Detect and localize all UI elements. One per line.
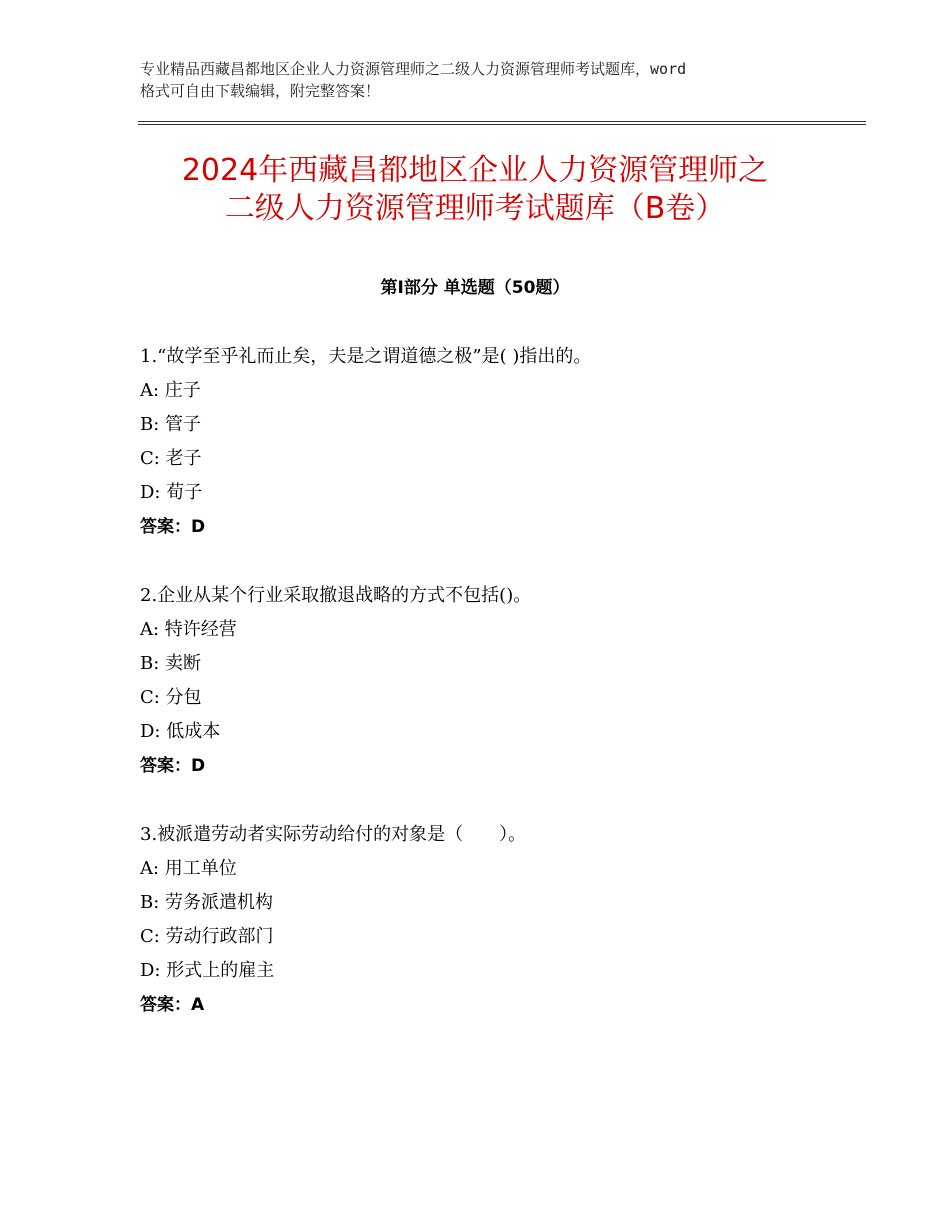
header-note-line-2: 格式可自由下载编辑，附完整答案！ xyxy=(140,82,381,100)
option-c: C: 分包 xyxy=(140,687,202,708)
question-3 xyxy=(140,823,860,1027)
document-title-line-2: 二级人力资源管理师考试题库（B卷） xyxy=(224,191,726,226)
option-c: C: 劳动行政部门 xyxy=(140,926,274,947)
answer: 答案：D xyxy=(140,517,206,537)
option-a: A: 特许经营 xyxy=(140,619,237,640)
document-title-line-1: 2024年西藏昌都地区企业人力资源管理师之 xyxy=(181,153,769,188)
document-title xyxy=(95,152,855,228)
header-note xyxy=(140,58,840,102)
option-b: B: 卖断 xyxy=(140,653,202,674)
question-2 xyxy=(140,584,860,788)
header-rule-thin xyxy=(138,124,866,125)
section-title: 第Ⅰ部分 单选题（50题） xyxy=(380,278,570,298)
option-c: C: 老子 xyxy=(140,448,202,469)
question-stem: 2.企业从某个行业采取撤退战略的方式不包括()。 xyxy=(140,585,532,606)
question-stem: 3.被派遣劳动者实际劳动给付的对象是（ ）。 xyxy=(140,824,527,845)
option-a: A: 用工单位 xyxy=(140,858,237,879)
question-stem: 1.“故学至乎礼而止矣，夫是之谓道德之极”是( )指出的。 xyxy=(140,346,592,367)
option-d: D: 形式上的雇主 xyxy=(140,960,275,981)
header-note-line-1: 专业精品西藏昌都地区企业人力资源管理师之二级人力资源管理师考试题库，word xyxy=(140,60,687,78)
option-a: A: 庄子 xyxy=(140,380,201,401)
header-rule-thick xyxy=(138,121,866,122)
answer: 答案：A xyxy=(140,995,205,1015)
question-1 xyxy=(140,345,860,549)
answer: 答案：D xyxy=(140,756,206,776)
option-b: B: 劳务派遣机构 xyxy=(140,892,274,913)
option-d: D: 荀子 xyxy=(140,482,203,503)
option-d: D: 低成本 xyxy=(140,721,221,742)
option-b: B: 管子 xyxy=(140,414,202,435)
